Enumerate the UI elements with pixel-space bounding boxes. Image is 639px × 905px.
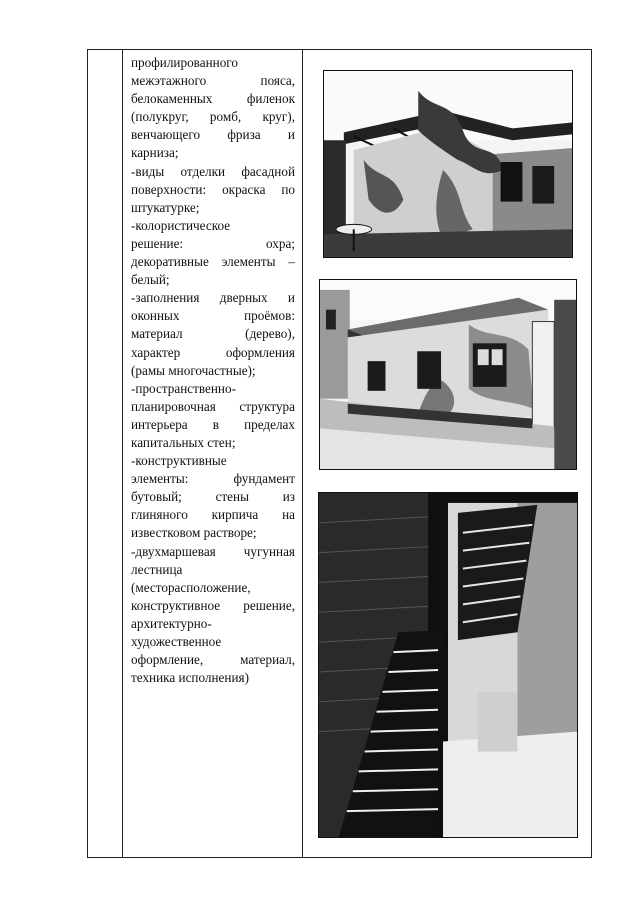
description-line: капитальных стен; — [131, 434, 236, 450]
description-line: планировочная структура — [131, 398, 295, 414]
description-line: оформление, материал, — [131, 652, 295, 668]
description-line: поверхности: окраска по — [131, 181, 295, 197]
description-line: -колористическое — [131, 217, 231, 233]
description-line: конструктивное решение, — [131, 597, 295, 613]
description-line: штукатурке; — [131, 199, 200, 215]
description-line: -виды отделки фасадной — [131, 163, 295, 179]
description-line: глиняного кирпича на — [131, 507, 295, 523]
description-line: архитектурно- — [131, 615, 212, 631]
description-line: бутовый; стены из — [131, 489, 295, 505]
description-line: (полукруг, ромб, круг), — [131, 109, 295, 125]
description-line: профилированного — [131, 55, 238, 70]
description-line: карниза; — [131, 145, 179, 161]
column-divider-2 — [302, 50, 303, 857]
photo-street-facade — [319, 279, 577, 470]
description-line: элементы: фундамент — [131, 471, 295, 487]
description-line: техника исполнения) — [131, 670, 249, 686]
description-line: -конструктивные — [131, 453, 227, 469]
description-line: (месторасположение, — [131, 579, 251, 595]
description-line: белый; — [131, 272, 170, 288]
description-line: лестница — [131, 561, 183, 577]
description-line: материал (дерево), — [131, 326, 295, 342]
description-line: декоративные элементы – — [131, 254, 295, 270]
photo-stair-image — [319, 493, 577, 837]
description-line: -двухмаршевая чугунная — [131, 543, 295, 559]
description-line: (рамы многочастные); — [131, 362, 256, 378]
description-line: белокаменных филенок — [131, 91, 295, 107]
description-line: известковом растворе; — [131, 525, 257, 541]
photo-street-image — [320, 280, 576, 469]
photo-courtyard-facade — [323, 70, 573, 258]
description-line: оконных проёмов: — [131, 308, 295, 324]
column-divider-1 — [122, 50, 123, 857]
description-line: художественное — [131, 634, 222, 649]
description-cell — [131, 54, 295, 687]
description-line: характер оформления — [131, 344, 295, 360]
description-line: -пространственно- — [131, 380, 236, 396]
description-line: венчающего фриза и — [131, 127, 295, 143]
document-table — [87, 49, 592, 858]
photo-courtyard-image — [324, 71, 572, 257]
description-line: -заполнения дверных и — [131, 290, 295, 306]
photo-cast-iron-stair — [318, 492, 578, 838]
description-line: решение: охра; — [131, 235, 295, 251]
description-line: интерьера в пределах — [131, 416, 295, 432]
description-line: межэтажного поясa, — [131, 73, 295, 89]
